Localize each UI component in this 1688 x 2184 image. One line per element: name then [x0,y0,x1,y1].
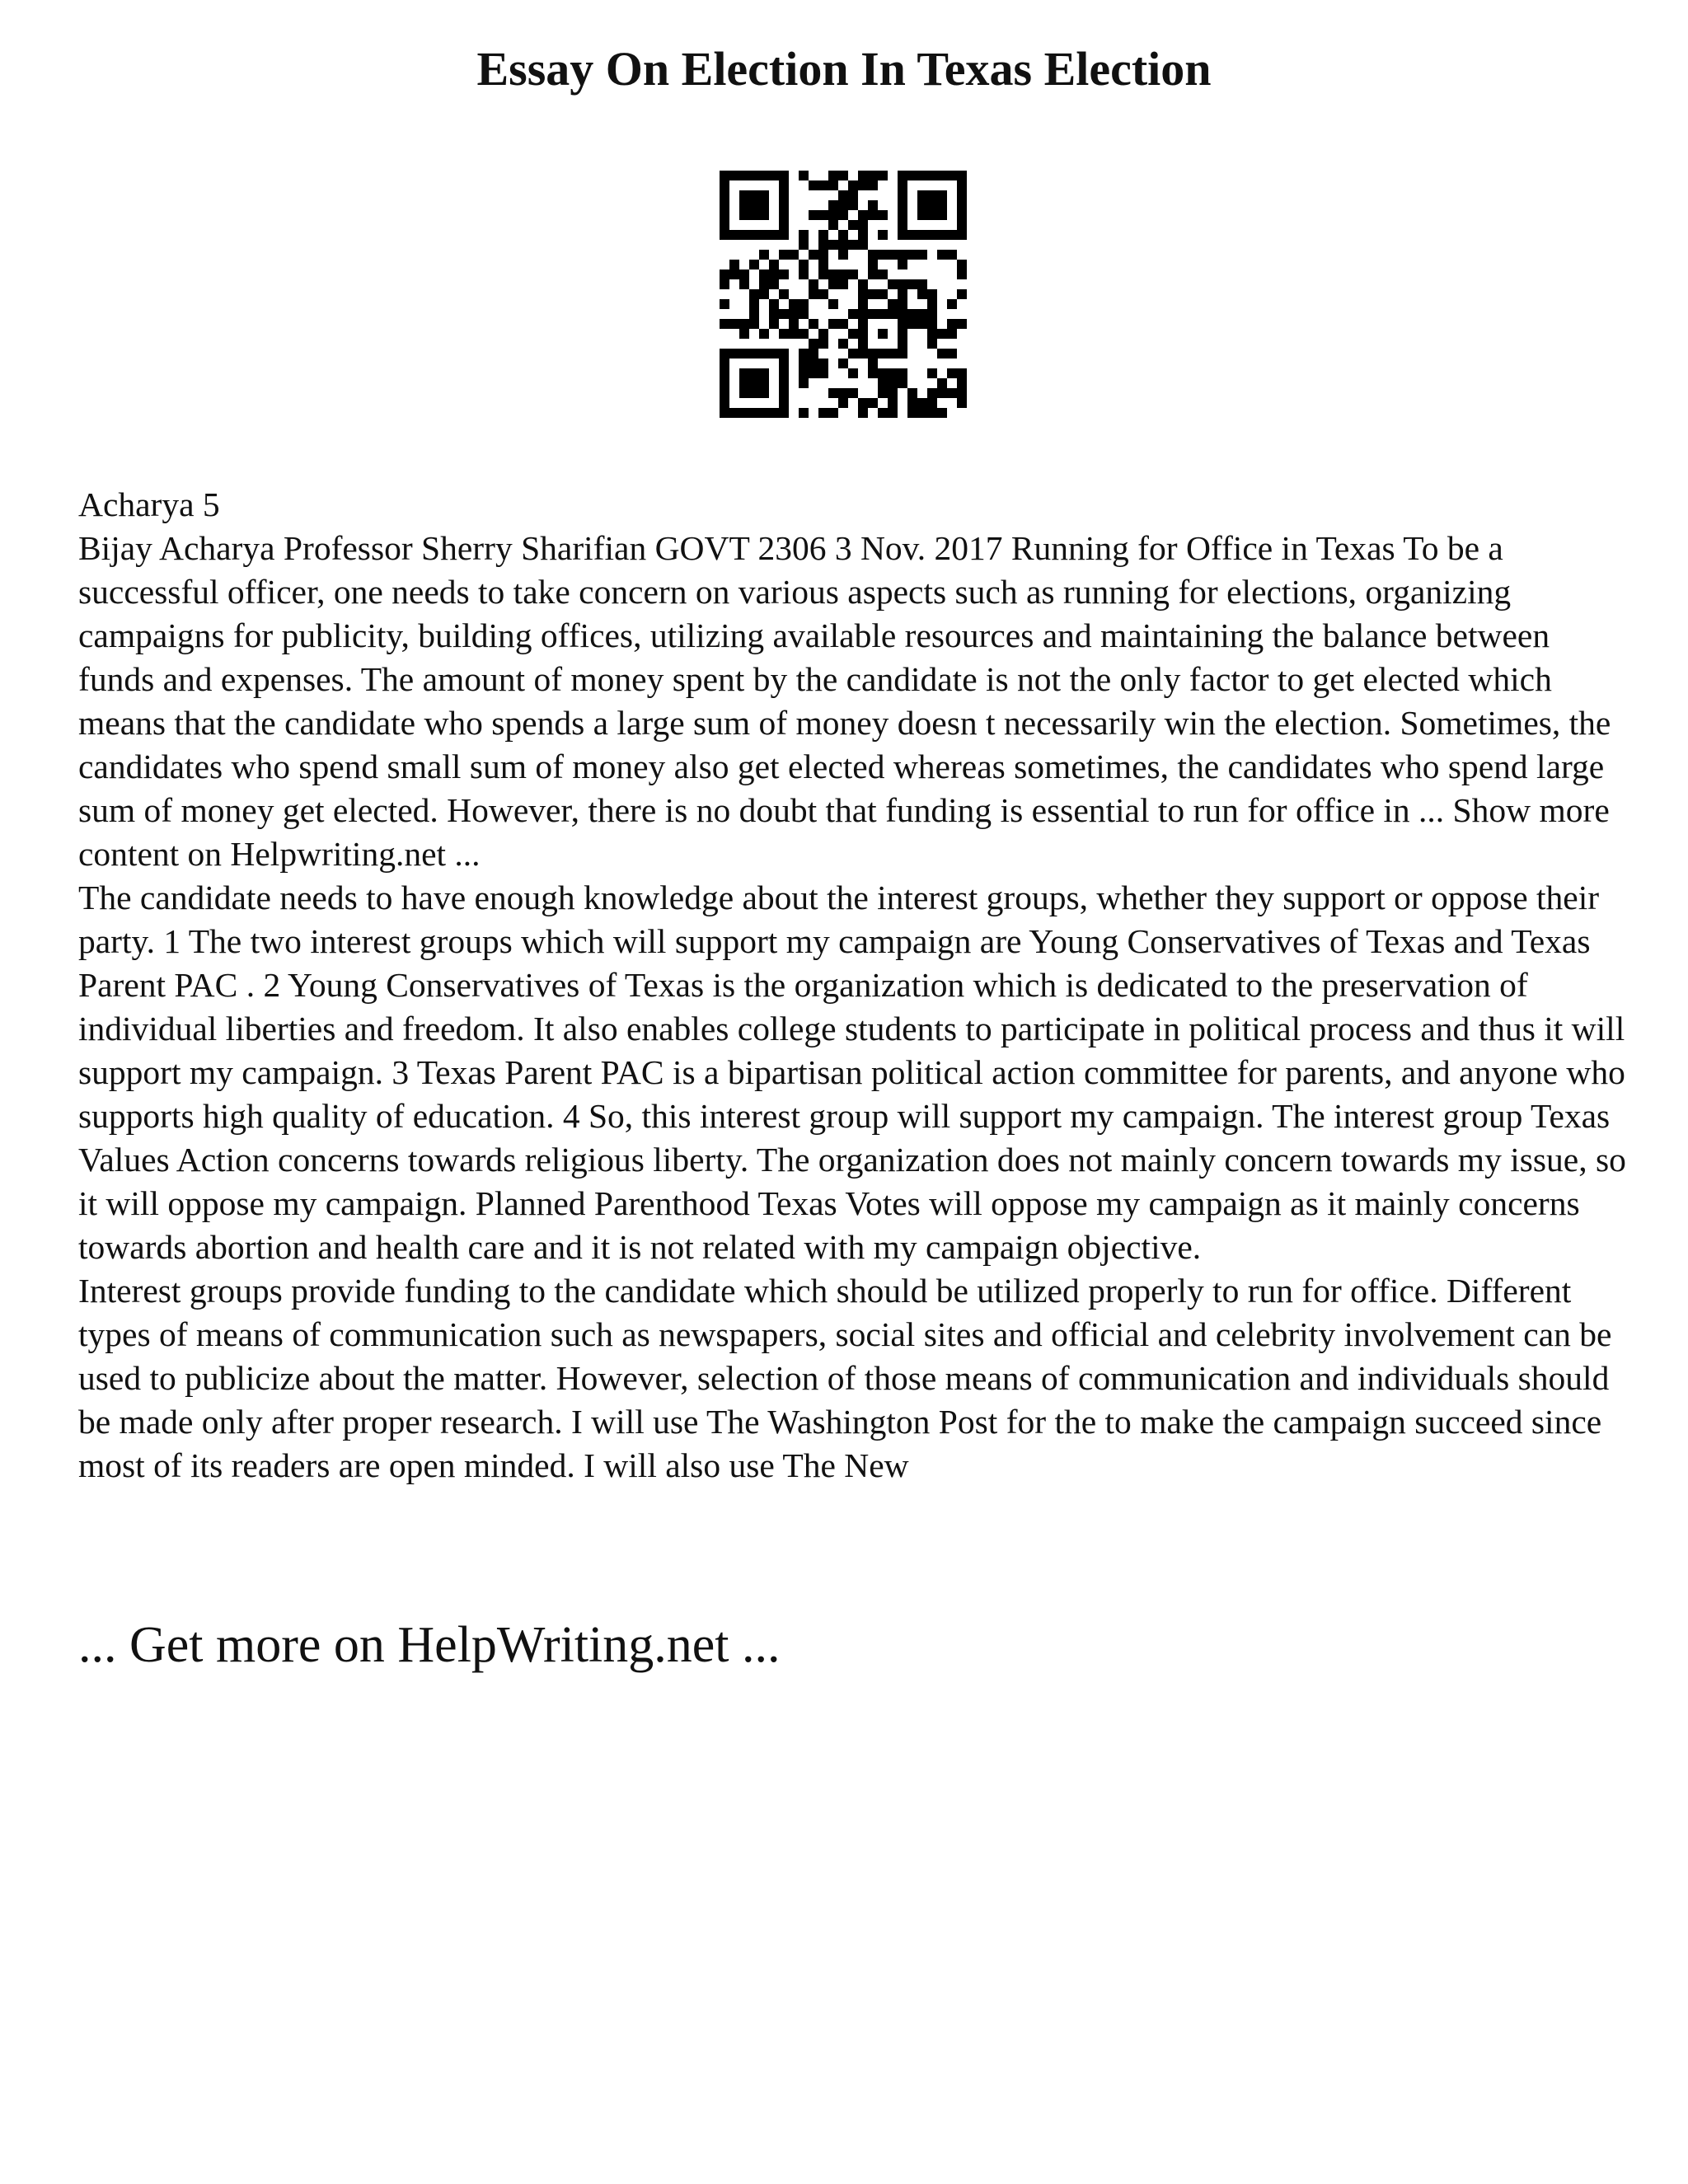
qr-code-icon [720,171,967,418]
essay-paragraph-1: Bijay Acharya Professor Sherry Sharifian GOVT 2306 3 Nov. 2017 Running for Office in Texas To be a successful officer, one needs to take concern on various aspects such as running for elections, organizing campaigns for publicity, building offices, utilizing available resources and maintaining the balance between funds and expenses. The amount of money spent by the candidate is not the only factor to get elected which means that the candidate who spends a large sum of money doesn t necessarily win the election. Sometimes, the candidates who spend small sum of money also get elected whereas sometimes, the candidates who spend large sum of money get elected. However, there is no doubt that funding is essential to run for office in ... Show more content on Helpwriting.net ... [78,529,1611,873]
get-more-link[interactable]: ... Get more on HelpWriting.net ... [78,1617,781,1673]
essay-body [78,483,1628,1488]
essay-paragraph-3: Interest groups provide funding to the candidate which should be utilized properly to run for office. Different types of means of communication such as newspapers, social sites and official and celebrity involvement can be used to publicize about the matter. However, selection of those means of communication and individuals should be made only after proper research. I will use The Washington Post for the to make the campaign succeed since most of its readers are open minded. I will also use The New [78,1272,1612,1484]
author-header-line: Acharya 5 [78,485,220,523]
qr-code-graphic [720,171,967,418]
page-title: Essay On Election In Texas Election [476,42,1212,96]
essay-paragraph-2: The candidate needs to have enough knowledge about the interest groups, whether they support or oppose their party. 1 The two interest groups which will support my campaign are Young Conservatives of Texas and Texas Parent PAC . 2 Young Conservatives of Texas is the organization which is dedicated to the preservation of individual liberties and freedom. It also enables college students to participate in political process and thus it will support my campaign. 3 Texas Parent PAC is a bipartisan political action committee for parents, and anyone who supports high quality of education. 4 So, this interest group will support my campaign. The interest group Texas Values Action concerns towards religious liberty. The organization does not mainly concern towards my issue, so it will oppose my campaign. Planned Parenthood Texas Votes will oppose my campaign as it mainly concerns towards abortion and health care and it is not related with my campaign objective. [78,879,1626,1266]
